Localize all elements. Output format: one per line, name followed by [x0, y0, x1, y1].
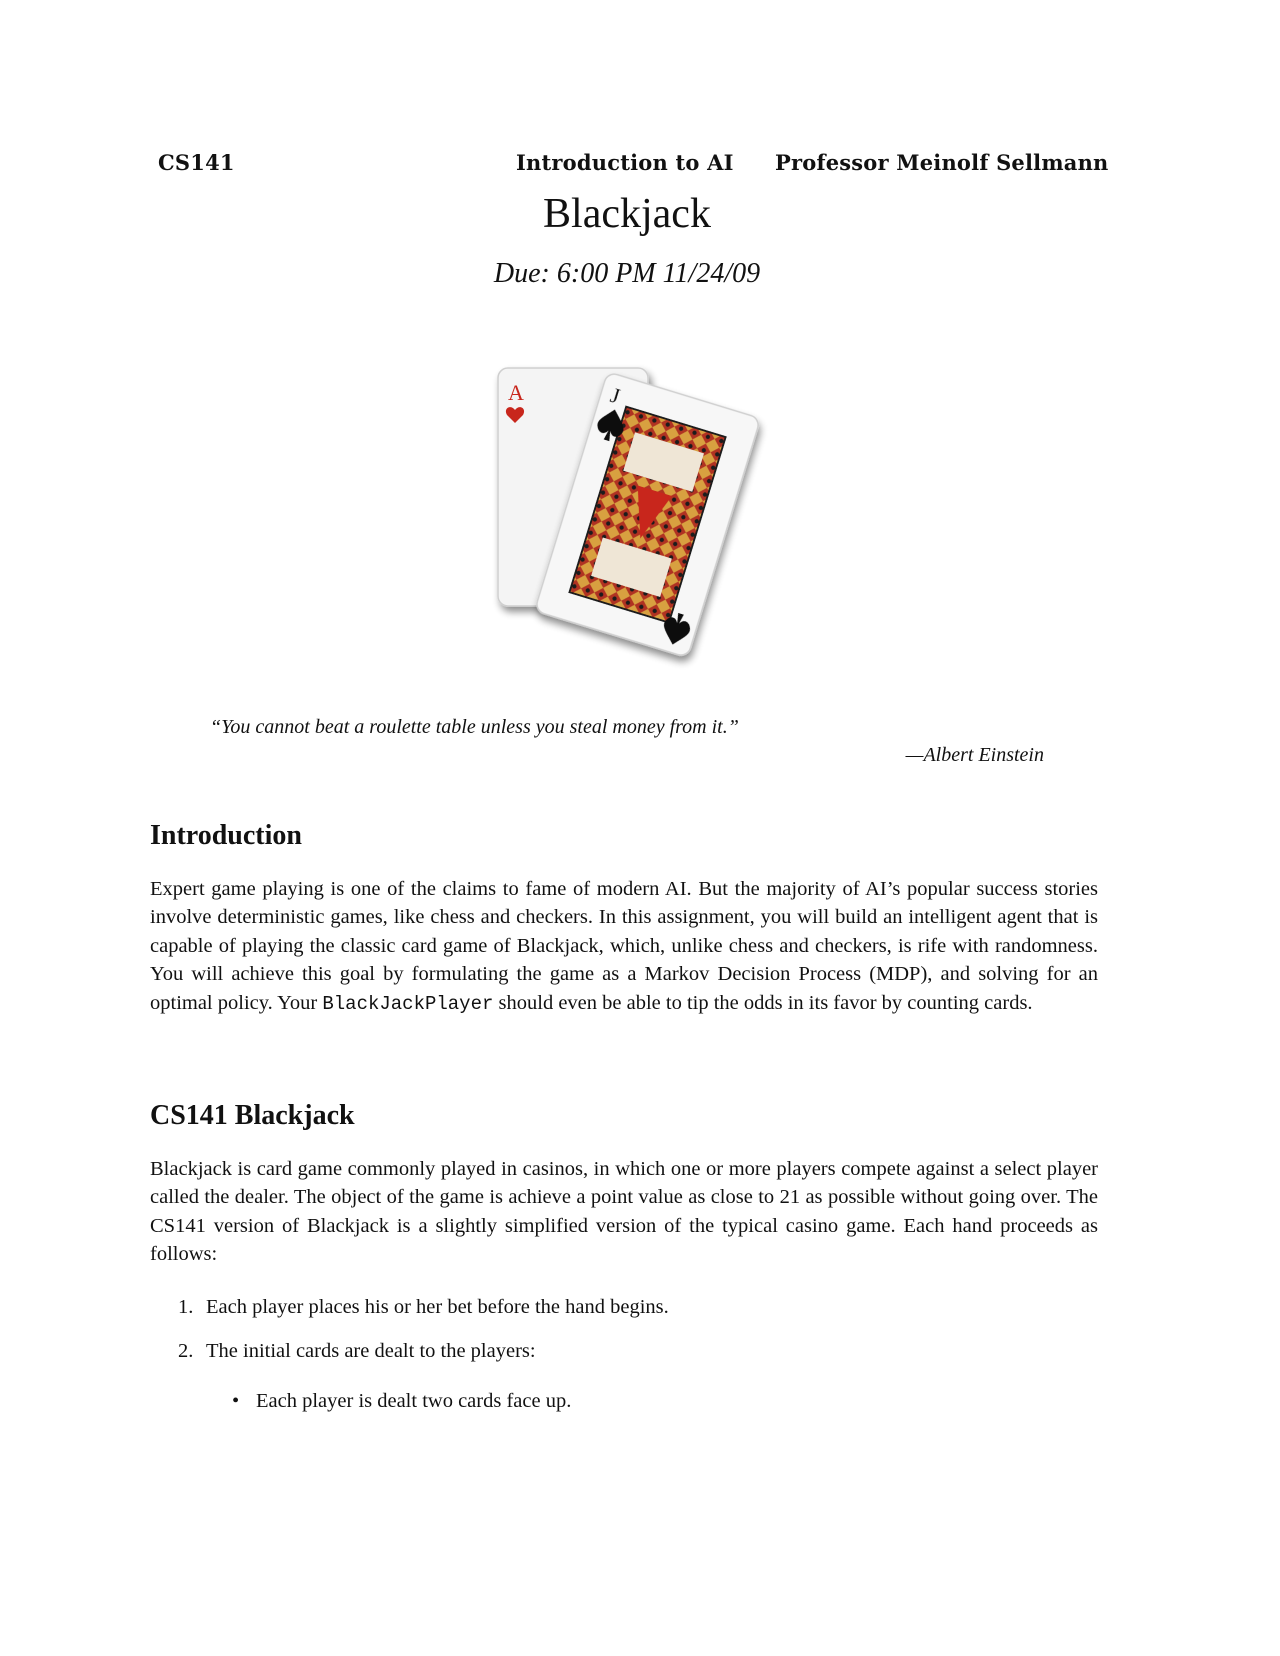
section-heading-introduction: Introduction [150, 820, 302, 851]
ace-rank-text: A [508, 380, 524, 405]
introduction-paragraph [150, 875, 1098, 1018]
section-heading-cs141-blackjack: CS141 Blackjack [150, 1100, 355, 1131]
code-blackjackplayer: BlackJackPlayer [322, 992, 494, 1015]
sublist-item [232, 1390, 571, 1413]
quote-text: “You cannot beat a roulette table unless you steal money from it.” [210, 716, 739, 738]
sublist-text: Each player is dealt two cards face up. [256, 1390, 572, 1412]
header-course: CS141 [158, 150, 235, 175]
introduction-text-end: should even be able to tip the odds in its favor by counting cards. [493, 991, 1033, 1014]
list-text: Each player places his or her bet before the hand begins. [206, 1296, 669, 1318]
quote-attribution: —Albert Einstein [905, 744, 1044, 766]
bullet-icon: • [232, 1390, 240, 1412]
jack-rank-text: J [607, 382, 624, 409]
document-title: Blackjack [543, 191, 711, 237]
list-number: 1. [178, 1296, 194, 1318]
header-professor: Professor Meinolf Sellmann [775, 150, 1109, 175]
header-course-title: Introduction to AI [516, 150, 734, 175]
introduction-text: Expert game playing is one of the claims to fame of modern AI. But the majority of AI’s popular success stories involve deterministic games, like chess and checkers. In this assignment, you will build an intelligent agent that is capable of playing the classic card game of Blackjack, which, unlike chess and checkers, is rife with randomness. You will achieve this goal by formulating the game as a Markov Decision Process (MDP), and solving for an optimal policy. Your [150, 878, 1098, 1014]
playing-cards-image [478, 360, 778, 670]
list-item [178, 1340, 536, 1363]
list-item [178, 1296, 669, 1319]
list-number: 2. [178, 1340, 194, 1362]
due-date: Due: 6:00 PM 11/24/09 [493, 258, 761, 289]
cs141-blackjack-paragraph: Blackjack is card game commonly played in casinos, in which one or more players compete against a select player called the dealer. The object of the game is achieve a point value as close to 21 as possible without going over. The CS141 version of Blackjack is a slightly simplified version of the typical casino game. Each hand proceeds as follows: [150, 1158, 1098, 1266]
list-text: The initial cards are dealt to the players: [206, 1340, 536, 1362]
